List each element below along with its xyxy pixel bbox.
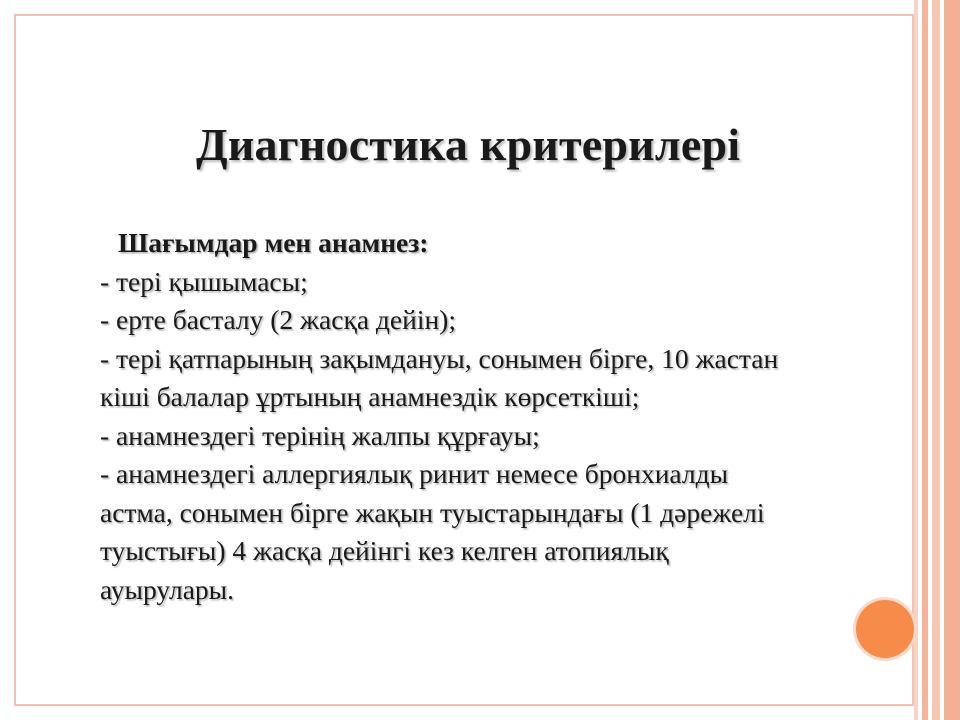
- subheading: Шағымдар мен анамнез:: [118, 227, 429, 258]
- body-line: кіші балалар ұртының анамнездік көрсеткіші;: [100, 381, 640, 412]
- stripe: [922, 0, 928, 720]
- slide-body: [100, 224, 900, 609]
- stripe: [932, 0, 940, 720]
- stripe: [914, 0, 918, 720]
- decorative-stripes: [914, 0, 960, 720]
- body-line: - тері қатпарының зақымдануы, сонымен бірге, 10 жастан: [100, 342, 779, 374]
- slide-title: Диагностика критерилері: [196, 119, 741, 170]
- body-line: - тері қышымасы;: [100, 265, 308, 297]
- stripe: [944, 0, 960, 720]
- body-line: астма, сонымен бірге жақын туыстарындағы (1 дәрежелі: [100, 496, 765, 528]
- body-line: - анамнездегі терінің жалпы құрғауы;: [100, 419, 540, 451]
- body-line: ауырулары.: [100, 573, 234, 605]
- body-line: - ерте басталу (2 жасқа дейін);: [100, 304, 456, 335]
- body-line: - анамнездегі аллергиялық ринит немесе бронхиалды: [100, 458, 729, 489]
- body-line: туыстығы) 4 жасқа дейінгі кез келген атопиялық: [100, 535, 669, 566]
